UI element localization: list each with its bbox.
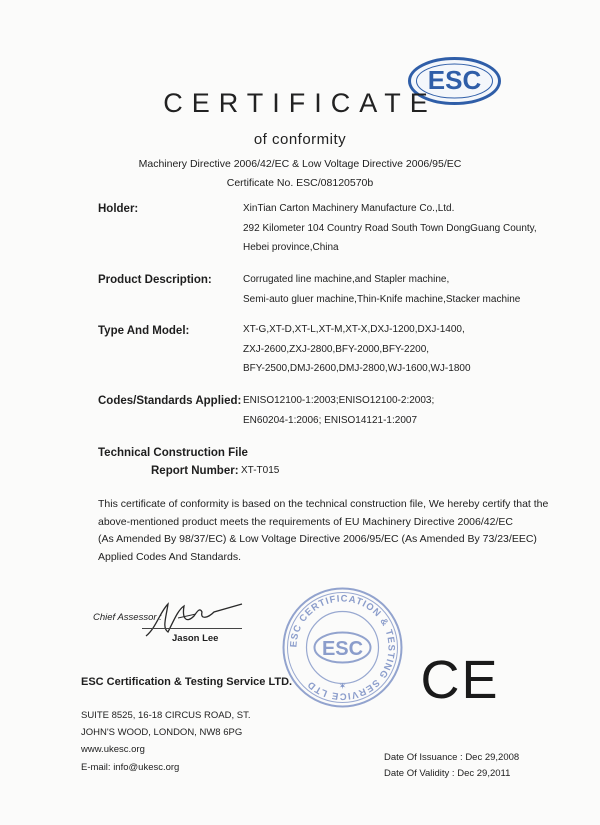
certificate-title: CERTIFICATE [163,88,437,118]
tcf-label: Technical Construction File [98,447,248,459]
company-address-line: JOHN'S WOOD, LONDON, NW8 6PG [81,727,243,738]
certificate-subtitle: of conformity [253,131,347,148]
company-website: www.ukesc.org [81,744,145,755]
product-block [243,270,520,309]
standards-line: EN60204-1:2006; ENISO14121-1:2007 [243,414,418,426]
holder-line: XinTian Carton Machinery Manufacture Co.,Ltd. [243,203,455,214]
report-number-label: Report Number: [151,465,239,477]
statement-line: This certificate of conformity is based on the technical construction file, We hereby certify that the [98,498,549,510]
esc-stamp [280,585,405,710]
directive-line: Machinery Directive 2006/42/EC & Low Voltage Directive 2006/95/EC [138,158,462,170]
report-number-value: XT-T015 [241,465,280,476]
product-line: Semi-auto gluer machine,Thin-Knife machine,Stacker machine [243,293,521,305]
company-email: E-mail: info@ukesc.org [81,762,180,773]
date-of-validity: Date Of Validity : Dec 29,2011 [384,768,511,779]
certificate-number: Certificate No. ESC/08120570b [226,177,374,189]
ce-mark [420,650,500,705]
star-icon: ✶ [338,681,347,691]
stamp-center-text: ESC [321,638,364,660]
holder-label: Holder: [98,203,139,215]
standards-line: ENISO12100-1:2003;ENISO12100-2:2003; [243,395,435,406]
assessor-name: Jason Lee [172,633,219,644]
stamp-ring-text: ESC CERTIFICATION & TESTING SERVICE LTD [288,593,397,702]
holder-block [243,199,537,258]
model-line: XT-G,XT-D,XT-L,XT-M,XT-X,DXJ-1200,DXJ-1400, [243,324,465,335]
product-label: Product Description: [98,274,212,286]
standards-label: Codes/Standards Applied: [98,395,242,407]
company-address-line: SUITE 8525, 16-18 CIRCUS ROAD, ST. [81,710,251,721]
esc-logo-text: ESC [427,65,482,95]
model-label: Type And Model: [98,325,190,337]
company-name: ESC Certification & Testing Service LTD. [81,676,293,688]
ce-mark-text: CE [420,650,500,705]
signature-line [142,628,242,629]
statement-line: Applied Codes And Standards. [98,550,242,563]
chief-assessor-label: Chief Assessor : [93,612,162,623]
holder-line: 292 Kilometer 104 Country Road South Town DongGuang County, [243,222,537,234]
statement-line: (As Amended By 98/37/EC) & Low Voltage Directive 2006/95/EC (As Amended By 73/23/EEC) [98,533,537,545]
product-line: Corrugated line machine,and Stapler machine, [243,274,450,285]
statement-line: above-mentioned product meets the requirements of EU Machinery Directive 2006/42/EC [98,515,513,528]
model-line: BFY-2500,DMJ-2600,DMJ-2800,WJ-1600,WJ-1800 [243,363,471,374]
model-line: ZXJ-2600,ZXJ-2800,BFY-2000,BFY-2200, [243,343,430,355]
holder-line: Hebei province,China [243,242,339,253]
date-of-issuance: Date Of Issuance : Dec 29,2008 [384,752,520,763]
statement-block [98,496,548,566]
standards-block [243,391,434,430]
model-block [243,320,471,379]
